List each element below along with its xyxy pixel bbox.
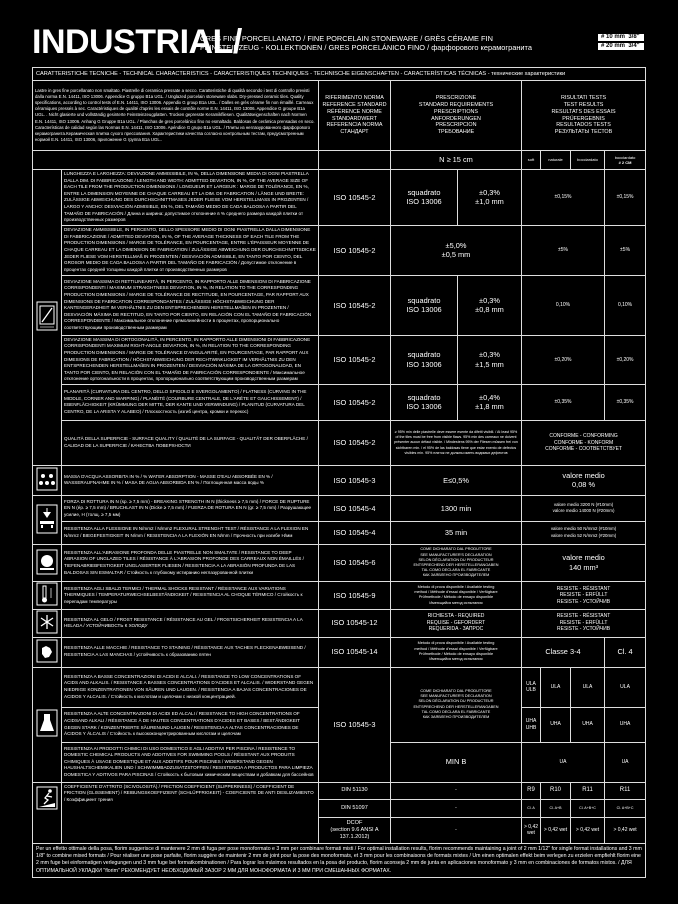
din51097-2cm: Cl. A+B+C: [605, 799, 646, 817]
straightness-presc-b: ±0,3% ±0,8 mm: [458, 275, 522, 335]
chemical-icon-cell: [33, 667, 62, 782]
breaking-ref: ISO 10545-4: [319, 495, 391, 521]
din51097-soft: Cl. A: [522, 799, 541, 817]
water-result: valore medio 0,08 %: [522, 465, 646, 495]
thermal-ref: ISO 10545-9: [319, 581, 391, 609]
din51097-bocciardato: Cl. A+B+C: [571, 799, 605, 817]
din51130-bocciardato: R11: [571, 782, 605, 799]
stain-icon-cell: [33, 637, 62, 667]
frost-result: RESISTE - RÉSISTANT RESISTE - ERFÜLLT RESISTE - УСТОЙЧИВ: [522, 609, 646, 637]
din51130-2cm: R11: [605, 782, 646, 799]
dcof-bocciardato: > 0,42 wet: [571, 817, 605, 843]
friction-desc: COEFFICIENTE D'ATTRITO (SCIVOLOSITÀ) / FRICTION COEFFICIENT (SLIPPERINESS) / COEFFICIENT DE FRICTION (GLISSEMENT) / REIBUNGSKOEFFIZIENT (SCHLÜPFRIGKEIT) - COEFICIENTE DE ANTI DESLIZAMIENTO / Коэффициент трения: [62, 782, 319, 843]
domestic-presc: MIN B: [391, 742, 522, 782]
finish-bocciardato-2cm: bocciardato # 2 CM: [605, 151, 646, 170]
straightness-presc-a: squadrato ISO 13006: [391, 275, 458, 335]
thickness-result: ±5%: [522, 225, 605, 275]
squareness-presc-b: ±0,3% ±1,5 mm: [458, 335, 522, 384]
thickness-ref: ISO 10545-2: [319, 225, 391, 275]
thermal-presc: Metodo di prova disponibile / Available testing method / Méthode d'essai disponible / Verfügbare Prüfmethode / Método de ensayo disponible Имеющийся метод испытания: [391, 581, 522, 609]
high-acid-naturale: UHA: [541, 707, 571, 742]
water-icon-cell: [33, 465, 62, 495]
dcof-ref: DCOF (section 9.6 ANSI A 137.1.2012): [319, 817, 391, 843]
intro-text: Lastre in gres fine porcellanato non smaltato. Piastrelle di ceramica pressate a secco. Caratteristiche di qualità secondo i test di controllo previsti dalla norma E.N. 14411, ISO 13006. Appendice G gruppo B1a UGL. / Unglazed porcelain stoneware slabs. Dry-pressed ceramic tiles. Quality specifications, according to control tests of E.N. 14411, ISO 13006. Appendix G group B1a UGL. / Dalles en grès cérame fin non émaillé. Carreaux céramiques pressés à sec. Caractéristiques de qualité d'après les essais de contrôle norme E.N. 14411, ISO 13006. Appendice G groupe B1a UGL. . Nicht glasierte und vollständig gesinterte Feinsteinzeugplatten. Trocken gepresste Keramikfliesen. Qualitätseigenschaften nach Normen E.N. 14411, ISO 13006. Anhang G Gruppe B1a UGL. / Planchas de gres porcelánico fino no esmaltado. Baldosas de cerámica prensadas en seco. Características de calidad según las Normas E.N. 14411, ISO 13006. Apéndice G grupo B1a UGL. / Плиты из неглазурованного фарфорового керамогранита.Керамическая плитка сухого прессования. Характеристики качества согласно контрольным тестам, предусмотренным нормой E.N. 14411, ISO 13006, приложение G группа B1a UGL..: [33, 81, 319, 151]
din51097-ref: DIN 51097: [319, 799, 391, 817]
blank-cell: [319, 151, 391, 170]
flask-icon: [36, 709, 58, 737]
high-acid-desc: RESISTENZA A ALTE CONCENTRAZIONI DI ACIDI ED ALCALI / RESISTANCE TO HIGH CONCENTRATIONS OF ACIDSAND ALKALI / RÉSISTANCE À DE HAUTES CONCENTRATIONS D'ACIDES ET BASES / BESTÄNDIGKEIT GEGEN STARK / KONZENTRIERTE SÄURENUND LAUGEN / RESISTENCIA A ALTAS CONCENTRACIONES DE ÁCIDOS Y ÁLCALIS / Стойкость к высококонцентрированным кислотам и щелочам: [62, 707, 319, 742]
subtitle: [200, 34, 532, 52]
din51130-soft: R9: [522, 782, 541, 799]
squareness-desc: DEVIAZIONE MASSIMA DI ORTOGONALITÀ, IN PERCENTO, IN RAPPORTO ALLE DIMENSIONI DI FABBRICAZIONE CORRISPONDENTI MAXIMUM RIGHT-ANGLE DEVIATION, IN %, IN RELATION TO THE CORRESPONDING PRODUCTION DIMENSIONS / MARGE DE TOLÉRANCE D'ANGULARITÉ, EN POURCENTAGE, PAR RAPPORT AUX DIMESIONS DE FABRICATION / HÖCHSTABWEICHUNG DER RECHTWINKLIGKEIT IM VERHÄLTNIS ZU DEN ENTSPRECHENDEN HERSTELLMAßEN IN PROZENTEN / DESVIACIÓN MÁXIMA DE LA ORTOGONALIDAD, EN TANTO POR CIENTO, EN RELACIÓN CON EL TAMAÑO DE FABRICACIÓN CORRESPONDIENTE / Максимальное отклонение ортогональности в процентах, пропорционально соответствующим производственным размерам: [62, 335, 319, 384]
finish-naturale: naturale: [541, 151, 571, 170]
water-drops-icon: [36, 467, 58, 491]
dcof-presc: -: [391, 817, 522, 843]
slip-icon: [36, 786, 58, 810]
high-acid-soft: UHA UHB: [522, 707, 541, 742]
stain-desc: RESISTENZA ALLE MACCHIE / RESISTANCE TO STAINING / RÉSISTANCE AUX TACHES FLECKENABWEISEND / RESISTENCIA A LAS MANCHAS / устойчивость к образованию пятен: [62, 637, 319, 667]
thermometer-icon: [36, 582, 58, 606]
thermal-desc: RESISTENZA AGLI SBALZI TERMICI / THERMAL SHOCKS RESISTANT / RÉSISTANCE AUX VARIATIONS THERMIQUES / TEMPERATURWECHSELBESTÄNDIGKEIT / RESISTENCIA AL CHOQUE TÉRMICO / Стойкость к перепадам температуры: [62, 581, 319, 609]
din51130-ref: DIN 51130: [319, 782, 391, 799]
din51130-presc: -: [391, 782, 522, 799]
frost-icon-cell: [33, 609, 62, 637]
abrasion-icon: [36, 549, 58, 575]
water-presc: E≤0,5%: [391, 465, 522, 495]
length-presc-b: ±0,3% ±1,0 mm: [458, 170, 522, 226]
flatness-result: ±0,35%: [522, 384, 605, 420]
thickness-presc: ±5,0% ±0,5 mm: [391, 225, 522, 275]
squareness-presc-a: squadrato ISO 13006: [391, 335, 458, 384]
results-header: RISULTATI TESTS TEST RESULTS RESULTATS DES ESSAIS PRÜFERGEBNIS RESULTADOS TESTS РЕЗУЛЬТАТЫ ТЕСТОВ: [522, 81, 646, 151]
low-acid-naturale: ULA: [541, 667, 571, 707]
dimension-icon-cell: [33, 170, 62, 466]
frost-presc: RICHIESTA - REQUIRED REQUISE - GEFORDERT REQUERIDA - ЗАПРОС: [391, 609, 522, 637]
flatness-ref: ISO 10545-2: [319, 384, 391, 420]
din51130-naturale: R10: [541, 782, 571, 799]
technical-table: [32, 67, 646, 878]
breaking-desc: FORZA DI ROTTURA IN N (sp. ≥ 7,5 mm) - BREAKING STRENGTH IN N (thickness ≥ 7,5 mm) / FORCE DE RUPTURE EN N (ép. ≥ 7,5 mm) / BRUCHLAST IN N (Dicke ≥ 7,5 mm) / FUERZA DE ROTURA EN N (gr. ≥ 7,5 mm) / Разрушающее усилие, Н (толщ. ≥ 7,5 мм): [62, 495, 319, 521]
dcof-2cm: > 0,42 wet: [605, 817, 646, 843]
chemical-presc: COME DICHIARATO DAL PRODUTTORE SEE MANUFACTURER'S DECLARATION SELON DÉCLARATION DU PRODUCTEUR ENTSPRECHEND DER HERSTELLERANGABEN TAL COMO DECLARA EL FABRICANTE КАК ЗАЯВЛЕНО ПРОИЗВОДИТЕЛЕМ: [391, 667, 522, 742]
subtitle-line-2: FEINSTEINZEUG - KOLLEKTIONEN / GRES PORCELÁNICO FINO / фарфорового керамогранита: [200, 43, 532, 52]
length-result-2cm: ±0,15%: [605, 170, 646, 226]
din51097-naturale: Cl. A+B: [541, 799, 571, 817]
size-label: N ≥ 15 cm: [391, 151, 522, 170]
thickness-badges: [598, 34, 644, 52]
surface-desc: QUALITÀ DELLA SUPERFICIE - SURFACE QUALITY / QUALITÉ DE LA SURFACE - QUALITÄT DER OBERFLÄCHE / CALIDAD DE LA SUPERFICIE / КАЧЕСТВА ПОВЕРХНОСТИ: [62, 420, 319, 465]
water-ref: ISO 10545-3: [319, 465, 391, 495]
prescription-header: PRESCRIZIONE STANDARD REQUIREMENTS PRESCRIPTIONS ANFORDERUNGEN PRESCRIPCION ТРЕБОВАНИЕ: [391, 81, 522, 151]
high-acid-bocciardato: UHA: [571, 707, 605, 742]
thermal-result: RESISTE - RÉSISTANT RESISTE - ERFÜLLT RESISTE - УСТОЙЧИВ: [522, 581, 646, 609]
low-acid-soft: ULA ULB: [522, 667, 541, 707]
domestic-desc: RESISTENZA AI PRODOTTI CHIMICI DI USO DOMESTICO E AGLI ADDITIVI PER PISCINA / RESISTENCE TO DOMESTIC CHEMICAL PRODUCTS AND ADDITIVES FOR SWIMMING POOLS / RÉSISTANT AUX PRODUITS CHIMIQUES À USAGE DOMESTIQUE ET AUX ADDITIFS POUR PISCINES / WIDERSTAND GEGEN HAUSHALTSCHEMIKALIEN UND / SCHWIMMBADZUSATZSTOFFEN / RESISTENCIA A PRODUCTOS PARA LIMPIEZA DOMESTICA Y ADITIVOS PARA PISCINAS / Стойкость к бытовым химическим веществам и добавкам для бассейнов: [62, 742, 319, 782]
abrasion-result: valore medio 140 mm³: [522, 544, 646, 581]
low-acid-2cm: ULA: [605, 667, 646, 707]
chemical-ref: ISO 10545-3: [319, 667, 391, 782]
stain-presc: Metodo di prova disponibile / Available testing method / Méthode d'essai disponible / Verfügbare Prüfmethode / Método de ensayo disponible Имеющийся метод испытания: [391, 637, 522, 667]
din51097-presc: -: [391, 799, 522, 817]
length-desc: LUNGHEZZA E LARGHEZZA: DEVIAZIONE AMMISSIBILE, IN %, DELLA DIMENSIONE MEDIA DI OGNI PIASTRELLA DALLA DIM. DI FABBRICAZIONE / LENGTH AND WIDTH: ADMITTED DEVIATION, IN %, OF THE AVERAGE SIZE OF EACH TILE FROM THE PRODUCTION DIMENSIONS / LONGUEUR ET LARGEUR : MARGE DE TOLÉRANCE, EN %, ENTRE LA DIMENSION MOYENNE DE CHAQUE CARREAU ET LA DIM. DE FABRICATION / LÄNGE UND BREITE: ZULÄSSIGE ABWEICHUNG DES DURCHSCHNITTMASES JEDER FLIESE VOM HERSTELLMASS IN PROZENTEN / LARGO Y ANCHO: DESVIACIÓN ADMISIBLE, EN %, DEL TAMAÑO MEDIO DE CADA BALDOSA A PARTIR DEL TAMAÑO DE FABRICACIÓN / Длина и ширина: допустимое отклонение в % среднего размера каждой плитки от производственных размеров: [62, 170, 319, 226]
dcof-naturale: > 0,42 wet: [541, 817, 571, 843]
straightness-ref: ISO 10545-2: [319, 275, 391, 335]
squareness-result: ±0,20%: [522, 335, 605, 384]
flexural-ref: ISO 10545-4: [319, 521, 391, 544]
stain-result-2cm: Cl. 4: [605, 637, 646, 667]
flexural-presc: 35 min: [391, 521, 522, 544]
straightness-result-2cm: 0,10%: [605, 275, 646, 335]
domestic-result-2cm: UA: [605, 742, 646, 782]
flatness-presc-b: ±0,4% ±1,8 mm: [458, 384, 522, 420]
thickness-desc: DEVIAZIONE AMMISSIBILE, IN PERCENTO, DELLO SPESSORE MEDIO DI OGNI PIASTRELLA DALLA DIMENSIONE DI FABBRICAZIONE / ADMITTED DEVIATION, IN %, OF THE AVERAGE THICKNESS OF EACH TILE FROM THE PRODUCTION DIMENSIONS / MARGE DE TOLÉRANCE, EN POURCENTAGE, ENTRE L'ÉPAISSEUR MOYENNE DE CHAQUE CARREAU ET LA DIMENSION DE FABRICATION / ZULÄSSIGE ABWEICHUNG DER DURCHSCHNITTSDICKE JEDER FLIESE VOM HERSTELLMAß IN PROZENTEN / DESVIACIÓN ADMISIBLE, EN TANTO POR CIENTO, DEL GROSOR MEDIO DE CADA BALDOSA A PARTIR DEL TAMAÑO DE FABRICACIÓN / Допустимое отклонение в процентах средней толщины каждой плитки от производственных размеров: [62, 225, 319, 275]
flatness-result-2cm: ±0,35%: [605, 384, 646, 420]
breaking-load-icon: [36, 504, 58, 534]
flatness-desc: PLANARITÀ (CURVATURA DEL CENTRO, DELLO SPIGOLO E SVERGOLAMENTO) / FLATNESS (CURVING IN THE MIDDLE, CORNER AND WARPING) / PLANÉITÉ (COURBURE CENTRALE, DE L'ARÊTE ET GAUCHISSEMENT) / EBENFLÄCHIGKEIT (KRÜMMUNG DER MITTE, DER KANTE UND VERWINDUNG) / PLANITUD (CURVATURA DEL CENTRO, DE LA ARISTA Y ALABEO) / Плоскостность (изгиб центра, кромки и перекос): [62, 384, 319, 420]
footer-note: Per un effetto ottimale della posa, florim suggerisce di mantenere 2 mm di fuga per pose monoformato e 3 mm per combinare formati misti / For optimal installation results, florim recommends maintaining a joint of 2 mm 1/12" for single format installations and 3 mm 1/8" to combine mixed formats / Pour réaliser une pose parfaite, florim suggère de maintenir 2 mm de joint pour la pose des monoformats, et 3 mm pour les combinaisons de formats mixtes / Um einen optimalen effekt beim verlegen zu erzielen empfiehlt florim eine 2 mm fuge bei einformatigen verlegungen und 3 mm fuge bei formatkombinationen / Para lograr los máximos resultados en la posa del producto, florim aconseja 2 mm de junta en aplicaciones monoformato y 3 mm en combinaciones de formatos mixtos. / ДЛЯ ОПТИМАЛЬНОЙ УКЛАДКИ "florim" РЕКОМЕНДУЕТ НЕОБХОДИМЫЙ ЗАЗОР 2 ММ ДЛЯ МОНОФОРМАТА И 3 ММ ПРИ СМЕШАННЫХ ФОРМАТАХ.: [33, 843, 646, 878]
abrasion-icon-cell: [33, 544, 62, 581]
low-acid-desc: RESISTENZA A BASSE CONCENTRAZIONI DI ACIDI E ALCALI. / RESISTANCE TO LOW CONCENTRATIONS OF ACIDS AND ALKALIS. / RESISTANCE A BASSES CONCENTRATIONS D'ACIDES ET ALCALIS. / WIDERSTAND GEGEN NIEDRIGE KONZENTRATIONEN VON SÄUREN UND LAUGEN. / RESISTENCIA A BAJAS CONCENTRACIONES DE ACIDOS Y ALCALIS. / Стойкость к кислотам и щелочам с низкой концентрацией.: [62, 667, 319, 707]
water-desc: MASSA D'ACQUA ASSORBITA IN % / % WATER ABSORPTION - MASSE D'EAU ABSORBÉE EN % / WASSERAUFNAHME IN % / MASA DE AGUA ABSORBIDA EN % / Поглощенная масса воды %: [62, 465, 319, 495]
straightness-result: 0,10%: [522, 275, 605, 335]
subtitle-line-1: GRES FINE PORCELLANATO / FINE PORCELAIN STONEWARE / GRÈS CÉRAME FIN: [200, 34, 493, 43]
high-acid-2cm: UHA: [605, 707, 646, 742]
finish-soft: soft: [522, 151, 541, 170]
thickness-result-2cm: ±5%: [605, 225, 646, 275]
badge-10mm: # 10 mm 3/8": [598, 34, 644, 41]
friction-icon-cell: [33, 782, 62, 843]
brand-title: INDUSTRIAL/: [32, 23, 242, 61]
dcof-soft: > 0,42 wet: [522, 817, 541, 843]
frost-desc: RESISTENZA AL GELO / FROST RESISTANCE / RÉSISTANCE AU GEL / FROSTSICHERHEIT RESISTENCIA A LA HELADA / УСТОЙЧИВОСТЬ К ХОЛОДУ: [62, 609, 319, 637]
domestic-result: UA: [522, 742, 605, 782]
stain-result: Classe 3-4: [522, 637, 605, 667]
breaking-result: valore medio 3200 N (#10mm) valore medio 14000 N (#20mm): [522, 495, 646, 521]
straightness-desc: DEVIAZIONE MASSIMA DI RETTILINEARITÀ, IN PERCENTO, IN RAPPORTO ALLE DIMENSIONI DI FABBRICAZIONE CORRISPONDENTI / MAXIMUM STRAIGHTNESS DEVIATION, IN %, IN RELATION TO THE CORRESPONDING PRODUCTION DIMENSIONS / MARGE DE TOLÉRANCE DE RECTITUDE, EN POURCENTAGE, PAR RAPPORT AUX DIMENSIONS DE FABRICATION CORRESPONDANTES / ZULÄSSIGE HÖCHSTABWEICHUNG DER KANTENGERADHEIT IM VERHÄLTNIS ZU DEN ENTSPRECHENDEN HERSTELLMAßEN IN PROZENTEN / DESVIACIÓN MÁXIMA DE RECTITUD, EN TANTO POR CIENTO, EN RELACIÓN CON EL TAMAÑO DE FABRICACIÓN CORRESPONDIENTE / Максимальное отклонение прямолинейности в процентах, пропорционально соответствующим производственным размерам: [62, 275, 319, 335]
abrasion-desc: RESISTENZA ALL'ABRASIONE PROFONDA DELLE PIASTRELLE NON SMALTATE / RESISTANCE TO DEEP ABRASION OF UNGLAZED TILES / RÉSISTANCE À L'ABRASION PROFONDE DES CARREAUX NON ÉMAILLÉS / TIEFENABRIEBFESTIGKEIT UNGLASIERTER FLIESEN / RESISTENCIA A LA ABRASIÓN PROFUNDA DE LAS BALDOSAS SIN ESMALTAR / Стойкость к глубокому истиранию неглазурованной плитки: [62, 544, 319, 581]
length-result: ±0,15%: [522, 170, 605, 226]
blank-cell: [33, 151, 319, 170]
low-acid-bocciardato: ULA: [571, 667, 605, 707]
flexural-result: valore medio 50 N/mm2 (#10mm) valore medio 52 N/mm2 (#20mm): [522, 521, 646, 544]
surface-result: CONFORME - CONFORMING CONFORME - KONFORM CONFORME - СООТВЕТСТВУЕТ: [522, 420, 646, 465]
flexural-desc: RESISTENZA ALLA FLESSIONE IN N/mm2 / N/mm2 FLEXURAL STRENGHT TEST / RÉSISTANCE A LA FLEXION EN N/mm2 / BIEGEFESTIGKEIT IN N/mm / RESISTENCIA A LA FLEXIÓN EN N/mm / Прочность при изгибе Н/мм: [62, 521, 319, 544]
abrasion-presc: COME DICHIARATO DAL PRODUTTORE SEE MANUFACTURER'S DECLARATION SELON DÉCLARATION DU PRODUCTEUR ENTSPRECHEND DER HERSTELLERANGABEN TAL COMO DECLARA EL FABRICANTE КАК ЗАЯВЛЕНО ПРОИЗВОДИТЕЛЕМ: [391, 544, 522, 581]
dimension-icon: [36, 301, 58, 331]
thermal-icon-cell: [33, 581, 62, 609]
length-ref: ISO 10545-2: [319, 170, 391, 226]
ref-header: RIFERIMENTO NORMA REFERENCE STANDARD RÉFÉRENCE NORME STANDARDWERT REFERENCIA NORMA СТАНДАРТ: [319, 81, 391, 151]
stain-icon: [36, 639, 58, 663]
flatness-presc-a: squadrato ISO 13006: [391, 384, 458, 420]
length-presc-a: squadrato ISO 13006: [391, 170, 458, 226]
frost-ref: ISO 10545-12: [319, 609, 391, 637]
breaking-icon-cell: [33, 495, 62, 544]
surface-presc: ≥ 95% min delle piastrelle deve essere esente da difetti visibili. / At least 95% of the tiles must be free from visible flaws. 95% min des carreaux ne doivent présenter aucun défaut visible. / Mindestens 95% der Fliesen müssen frei von sichtbaren min. / el 95% de las baldosas tiene que estar exento de defectos visibles min. 95% плиток не должны иметь видимых дефектов: [391, 420, 522, 465]
stain-ref: ISO 10545-14: [319, 637, 391, 667]
badge-20mm: # 20 mm 3/4": [598, 43, 644, 50]
breaking-presc: 1300 min: [391, 495, 522, 521]
finish-bocciardato: bocciardato: [571, 151, 605, 170]
surface-ref: ISO 10545-2: [319, 420, 391, 465]
snowflake-icon: [36, 610, 58, 634]
abrasion-ref: ISO 10545-6: [319, 544, 391, 581]
squareness-ref: ISO 10545-2: [319, 335, 391, 384]
squareness-result-2cm: ±0,20%: [605, 335, 646, 384]
table-title: CARATTERISTICHE TECNICHE - TECHNICAL CHARACTERISTICS - CARACTERISTIQUES TECHNIQUES - TECHNISCHE EIGENSCHAFTEN - CARACTERÍSTICAS TÉCNICAS - технические характеристики: [33, 68, 646, 81]
